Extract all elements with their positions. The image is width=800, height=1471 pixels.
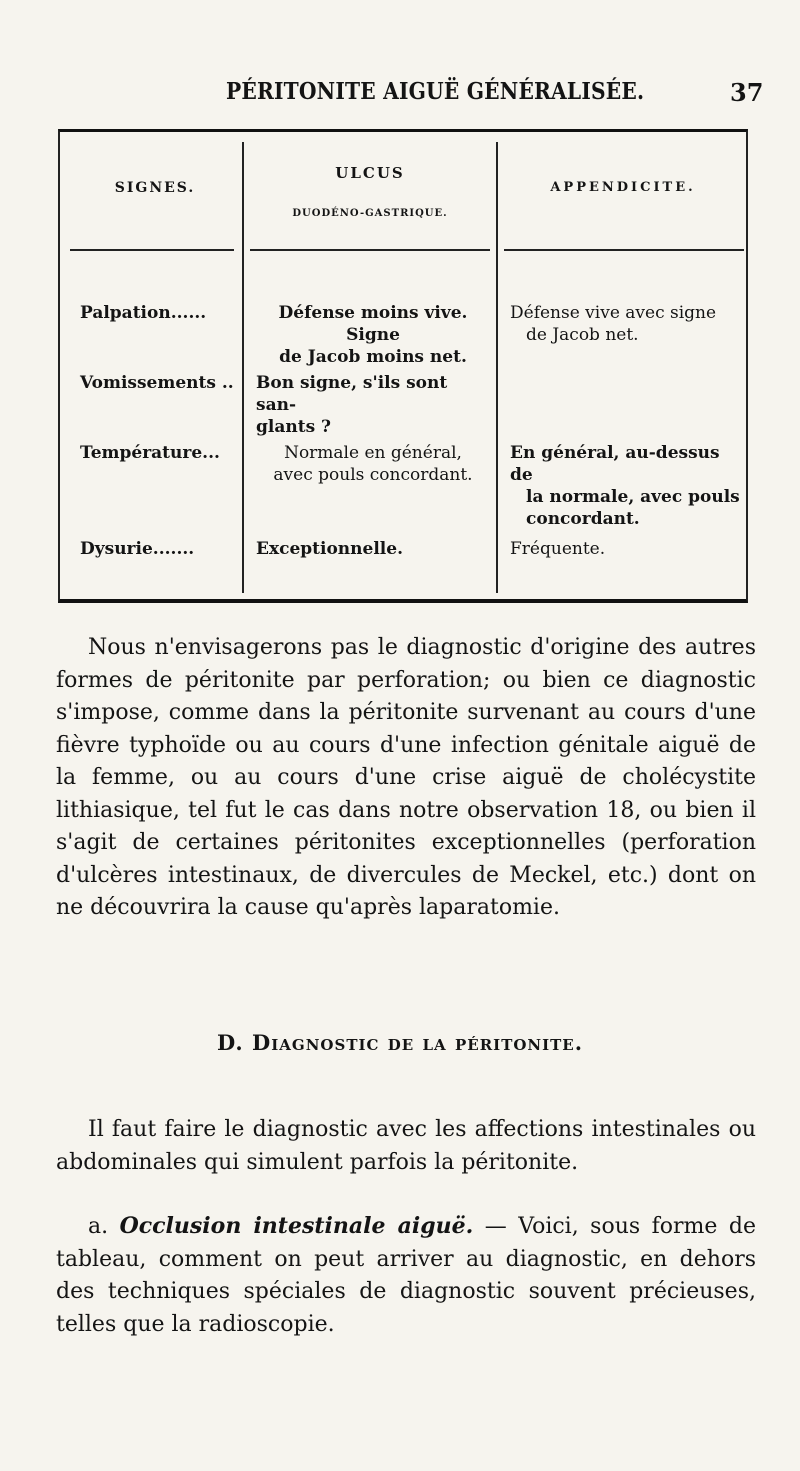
header-rule bbox=[250, 249, 490, 251]
cell-line: Défense vive avec signe bbox=[510, 303, 717, 323]
row-sign-vomissements: Vomissements .. bbox=[80, 373, 234, 393]
row-appendicite-dysurie bbox=[510, 538, 744, 560]
section-letter: D. bbox=[216, 1030, 244, 1055]
section-title: Diagnostic de la péritonite. bbox=[252, 1030, 584, 1055]
row-appendicite-palpation bbox=[510, 302, 744, 346]
column-divider bbox=[496, 142, 498, 593]
cell-line: Normale en général, bbox=[284, 443, 462, 463]
item-subheading: Occlusion intestinale aiguë. bbox=[119, 1213, 474, 1239]
comparison-table bbox=[58, 129, 748, 603]
cell-line: de Jacob moins net. bbox=[279, 347, 467, 367]
cell-line: Bon signe, s'ils sont san- bbox=[256, 373, 448, 415]
header-appendicite: APPENDICITE. bbox=[550, 180, 696, 195]
item-label: a. bbox=[88, 1214, 109, 1239]
cell-line: Exceptionnelle. bbox=[256, 539, 403, 559]
cell-line: glants ? bbox=[256, 417, 332, 437]
header-ulcus-subtitle: DUODÉNO-GASTRIQUE. bbox=[292, 208, 448, 219]
row-sign-temperature: Température... bbox=[80, 443, 220, 463]
page-number: 37 bbox=[730, 78, 764, 107]
section-heading bbox=[0, 1030, 800, 1055]
row-sign-dysurie: Dysurie....... bbox=[80, 539, 195, 559]
row-ulcus-palpation bbox=[256, 302, 490, 368]
row-sign-palpation: Palpation...... bbox=[80, 303, 207, 323]
row-ulcus-dysurie bbox=[256, 538, 490, 560]
row-appendicite-temperature bbox=[510, 442, 744, 530]
cell-line: de Jacob net. bbox=[526, 325, 639, 345]
header-rule bbox=[70, 249, 234, 251]
paragraph-differential: Il faut faire le diagnostic avec les affections intestinales ou abdominales qui simulent parfois la péritonite. bbox=[56, 1117, 756, 1175]
cell-line: Défense moins vive. Signe bbox=[278, 303, 468, 345]
cell-line: Fréquente. bbox=[510, 539, 606, 559]
paragraph-occlusion bbox=[56, 1210, 756, 1341]
running-title: PÉRITONITE AIGUË GÉNÉRALISÉE. bbox=[226, 78, 645, 105]
header-ulcus: ULCUS bbox=[335, 164, 405, 182]
row-ulcus-vomissements bbox=[256, 372, 490, 438]
cell-line: concordant. bbox=[526, 509, 640, 529]
header-rule bbox=[504, 249, 744, 251]
header-signes: SIGNES. bbox=[114, 180, 196, 196]
cell-line: En général, au-dessus de bbox=[510, 443, 720, 485]
row-ulcus-temperature bbox=[256, 442, 490, 486]
cell-line: la normale, avec pouls bbox=[526, 487, 740, 507]
paragraph-origin-diagnostic: Nous n'envisagerons pas le diagnostic d'origine des autres formes de péritonite par perforation; ou bien ce diagnostic s'impose, comme dans la péritonite survenant au cours d'une fièvre typhoïde ou au cours d'une infection génitale aiguë de la femme, ou au cours d'une crise aiguë de cholécystite lithiasique, tel fut le cas dans notre observation 18, ou bien il s'agit de certaines péritonites exceptionnelles (perforation d'ulcères intestinaux, de divercules de Meckel, etc.) dont on ne découvrira la cause qu'après laparatomie. bbox=[56, 635, 756, 920]
cell-line: avec pouls concordant. bbox=[273, 465, 473, 485]
item-text: — Voici, sous forme de tableau, comment on peut arriver au diagnostic, en dehors des techniques spéciales de diagnostic souvent précieuses, telles que la radioscopie. bbox=[56, 1214, 756, 1337]
page-header bbox=[0, 74, 800, 114]
